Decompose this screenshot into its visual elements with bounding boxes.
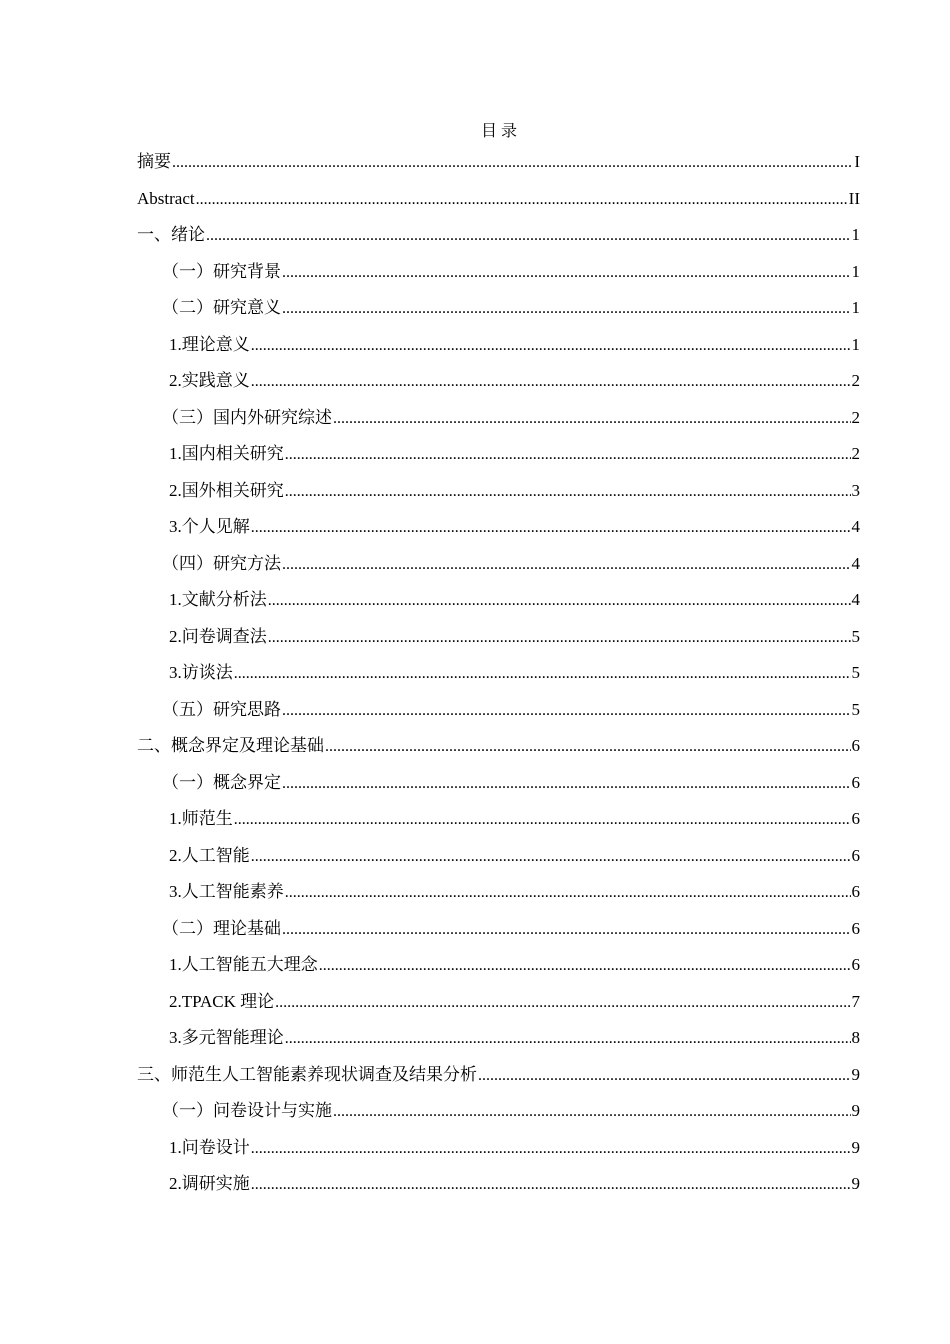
- dot-leader: [275, 988, 850, 1017]
- toc-entry[interactable]: [137, 404, 860, 441]
- toc-entry-text: 3.个人见解: [169, 517, 250, 536]
- toc-entry-page: 4: [851, 590, 860, 609]
- toc-entry[interactable]: [137, 1134, 860, 1171]
- dot-leader: [319, 951, 851, 980]
- dot-leader: [282, 696, 851, 725]
- toc-entry-page: 6: [851, 955, 860, 974]
- dot-leader: [282, 294, 851, 323]
- toc-entry-text: 1.理论意义: [169, 334, 250, 354]
- toc-entry-page: 5: [851, 699, 860, 719]
- dot-leader: [251, 842, 851, 871]
- toc-entry-page: 3: [851, 480, 860, 500]
- toc-entry-page: 9: [851, 1174, 860, 1193]
- dot-leader: [333, 404, 851, 433]
- toc-entry-page: 6: [851, 772, 860, 792]
- toc-entry-page: 7: [851, 991, 860, 1011]
- toc-entry-text: （一）研究背景: [162, 261, 281, 281]
- toc-entry-page: 1: [851, 225, 860, 244]
- dot-leader: [333, 1097, 851, 1126]
- toc-entry-text: Abstract: [137, 188, 195, 208]
- toc-entry[interactable]: [137, 878, 860, 915]
- toc-entry-text: （四）研究方法: [162, 553, 281, 573]
- toc-entry[interactable]: [137, 1061, 860, 1098]
- dot-leader: [478, 1061, 851, 1090]
- dot-leader: [196, 185, 848, 214]
- toc-entry-text: 1.国内相关研究: [169, 444, 284, 463]
- toc-entry-page: 6: [851, 918, 860, 938]
- toc-entry[interactable]: [137, 988, 860, 1025]
- toc-entry-text: （三）国内外研究综述: [162, 407, 332, 427]
- toc-entry-page: 2: [851, 444, 860, 463]
- toc-entry[interactable]: [137, 258, 860, 295]
- toc-entry[interactable]: [137, 440, 860, 477]
- toc-entry-page: 4: [851, 553, 860, 573]
- toc-entry[interactable]: [137, 586, 860, 623]
- toc-entry-page: 9: [851, 1101, 860, 1120]
- toc-entry-page: 9: [851, 1137, 860, 1157]
- toc-entry[interactable]: [137, 185, 860, 222]
- toc-entry[interactable]: [137, 513, 860, 550]
- toc-entry-page: 5: [851, 626, 860, 646]
- toc-entry-text: （一）问卷设计与实施: [162, 1101, 332, 1120]
- toc-entry[interactable]: [137, 769, 860, 806]
- toc-entry-page: 2: [851, 407, 860, 427]
- toc-entry[interactable]: [137, 550, 860, 587]
- toc-entry-text: 2.人工智能: [169, 845, 250, 865]
- toc-entry[interactable]: [137, 221, 860, 258]
- toc-entry-text: 三、师范生人工智能素养现状调查及结果分析: [137, 1064, 477, 1084]
- toc-entry[interactable]: [137, 367, 860, 404]
- toc-entry-page: 1: [851, 334, 860, 354]
- toc-entry-text: 1.人工智能五大理念: [169, 955, 318, 974]
- dot-leader: [251, 1170, 851, 1199]
- toc-entry-page: 1: [851, 261, 860, 281]
- toc-entry[interactable]: [137, 477, 860, 514]
- toc-entry[interactable]: [137, 805, 860, 842]
- toc-entry[interactable]: [137, 842, 860, 879]
- toc-entry-page: 8: [851, 1028, 860, 1047]
- toc-entry-text: 摘要: [137, 152, 171, 171]
- dot-leader: [282, 915, 851, 944]
- dot-leader: [206, 221, 851, 250]
- dot-leader: [251, 367, 851, 396]
- toc-entry-text: （二）研究意义: [162, 298, 281, 317]
- toc-entry-text: 3.多元智能理论: [169, 1028, 284, 1047]
- toc-entry-text: 3.人工智能素养: [169, 882, 284, 901]
- toc-entry-text: 2.TPACK 理论: [169, 991, 275, 1011]
- toc-entry[interactable]: [137, 951, 860, 988]
- toc-entry[interactable]: [137, 732, 860, 769]
- toc-entry-text: （五）研究思路: [162, 699, 281, 719]
- toc-entry[interactable]: [137, 915, 860, 952]
- dot-leader: [234, 659, 851, 688]
- toc-entry[interactable]: [137, 696, 860, 733]
- toc-entry-page: 6: [851, 809, 860, 828]
- toc-entry[interactable]: [137, 331, 860, 368]
- toc-entry-text: （二）理论基础: [162, 918, 281, 938]
- toc-entry-text: 2.问卷调查法: [169, 626, 267, 646]
- toc-entry[interactable]: [137, 148, 860, 185]
- dot-leader: [282, 550, 851, 579]
- toc-entry-page: 5: [851, 663, 860, 682]
- dot-leader: [282, 769, 851, 798]
- toc-entry-page: 2: [851, 371, 860, 390]
- toc-entry-text: 1.师范生: [169, 809, 233, 828]
- toc-entry-text: 2.国外相关研究: [169, 480, 284, 500]
- toc-entry-page: I: [854, 152, 860, 171]
- toc-title: 目 录: [480, 123, 517, 140]
- dot-leader: [251, 1134, 851, 1163]
- dot-leader: [285, 477, 851, 506]
- dot-leader: [285, 440, 851, 469]
- dot-leader: [268, 623, 851, 652]
- toc-entry-page: 1: [851, 298, 860, 317]
- toc-entry-page: 6: [851, 882, 860, 901]
- toc-entry[interactable]: [137, 1024, 860, 1061]
- toc-entry-text: 一、绪论: [137, 225, 205, 244]
- dot-leader: [325, 732, 851, 761]
- toc-entry[interactable]: [137, 1097, 860, 1134]
- toc-entry-page: 6: [851, 845, 860, 865]
- dot-leader: [282, 258, 851, 287]
- toc-entry[interactable]: [137, 1170, 860, 1207]
- toc-entry-text: 1.问卷设计: [169, 1137, 250, 1157]
- dot-leader: [285, 878, 851, 907]
- toc-entry-text: 3.访谈法: [169, 663, 233, 682]
- toc-entry-page: 6: [851, 736, 860, 755]
- toc-entry-text: 2.调研实施: [169, 1174, 250, 1193]
- dot-leader: [285, 1024, 851, 1053]
- dot-leader: [251, 513, 851, 542]
- toc-entry-page: II: [848, 188, 860, 208]
- dot-leader: [251, 331, 851, 360]
- toc-list: [137, 148, 860, 1207]
- dot-leader: [268, 586, 851, 615]
- toc-entry[interactable]: [137, 294, 860, 331]
- dot-leader: [234, 805, 851, 834]
- toc-entry[interactable]: [137, 623, 860, 660]
- toc-entry-text: （一）概念界定: [162, 772, 281, 792]
- dot-leader: [172, 148, 853, 177]
- toc-entry[interactable]: [137, 659, 860, 696]
- toc-entry-page: 4: [851, 517, 860, 536]
- toc-entry-text: 1.文献分析法: [169, 590, 267, 609]
- toc-entry-text: 二、概念界定及理论基础: [137, 736, 324, 755]
- toc-entry-page: 9: [851, 1064, 860, 1084]
- toc-entry-text: 2.实践意义: [169, 371, 250, 390]
